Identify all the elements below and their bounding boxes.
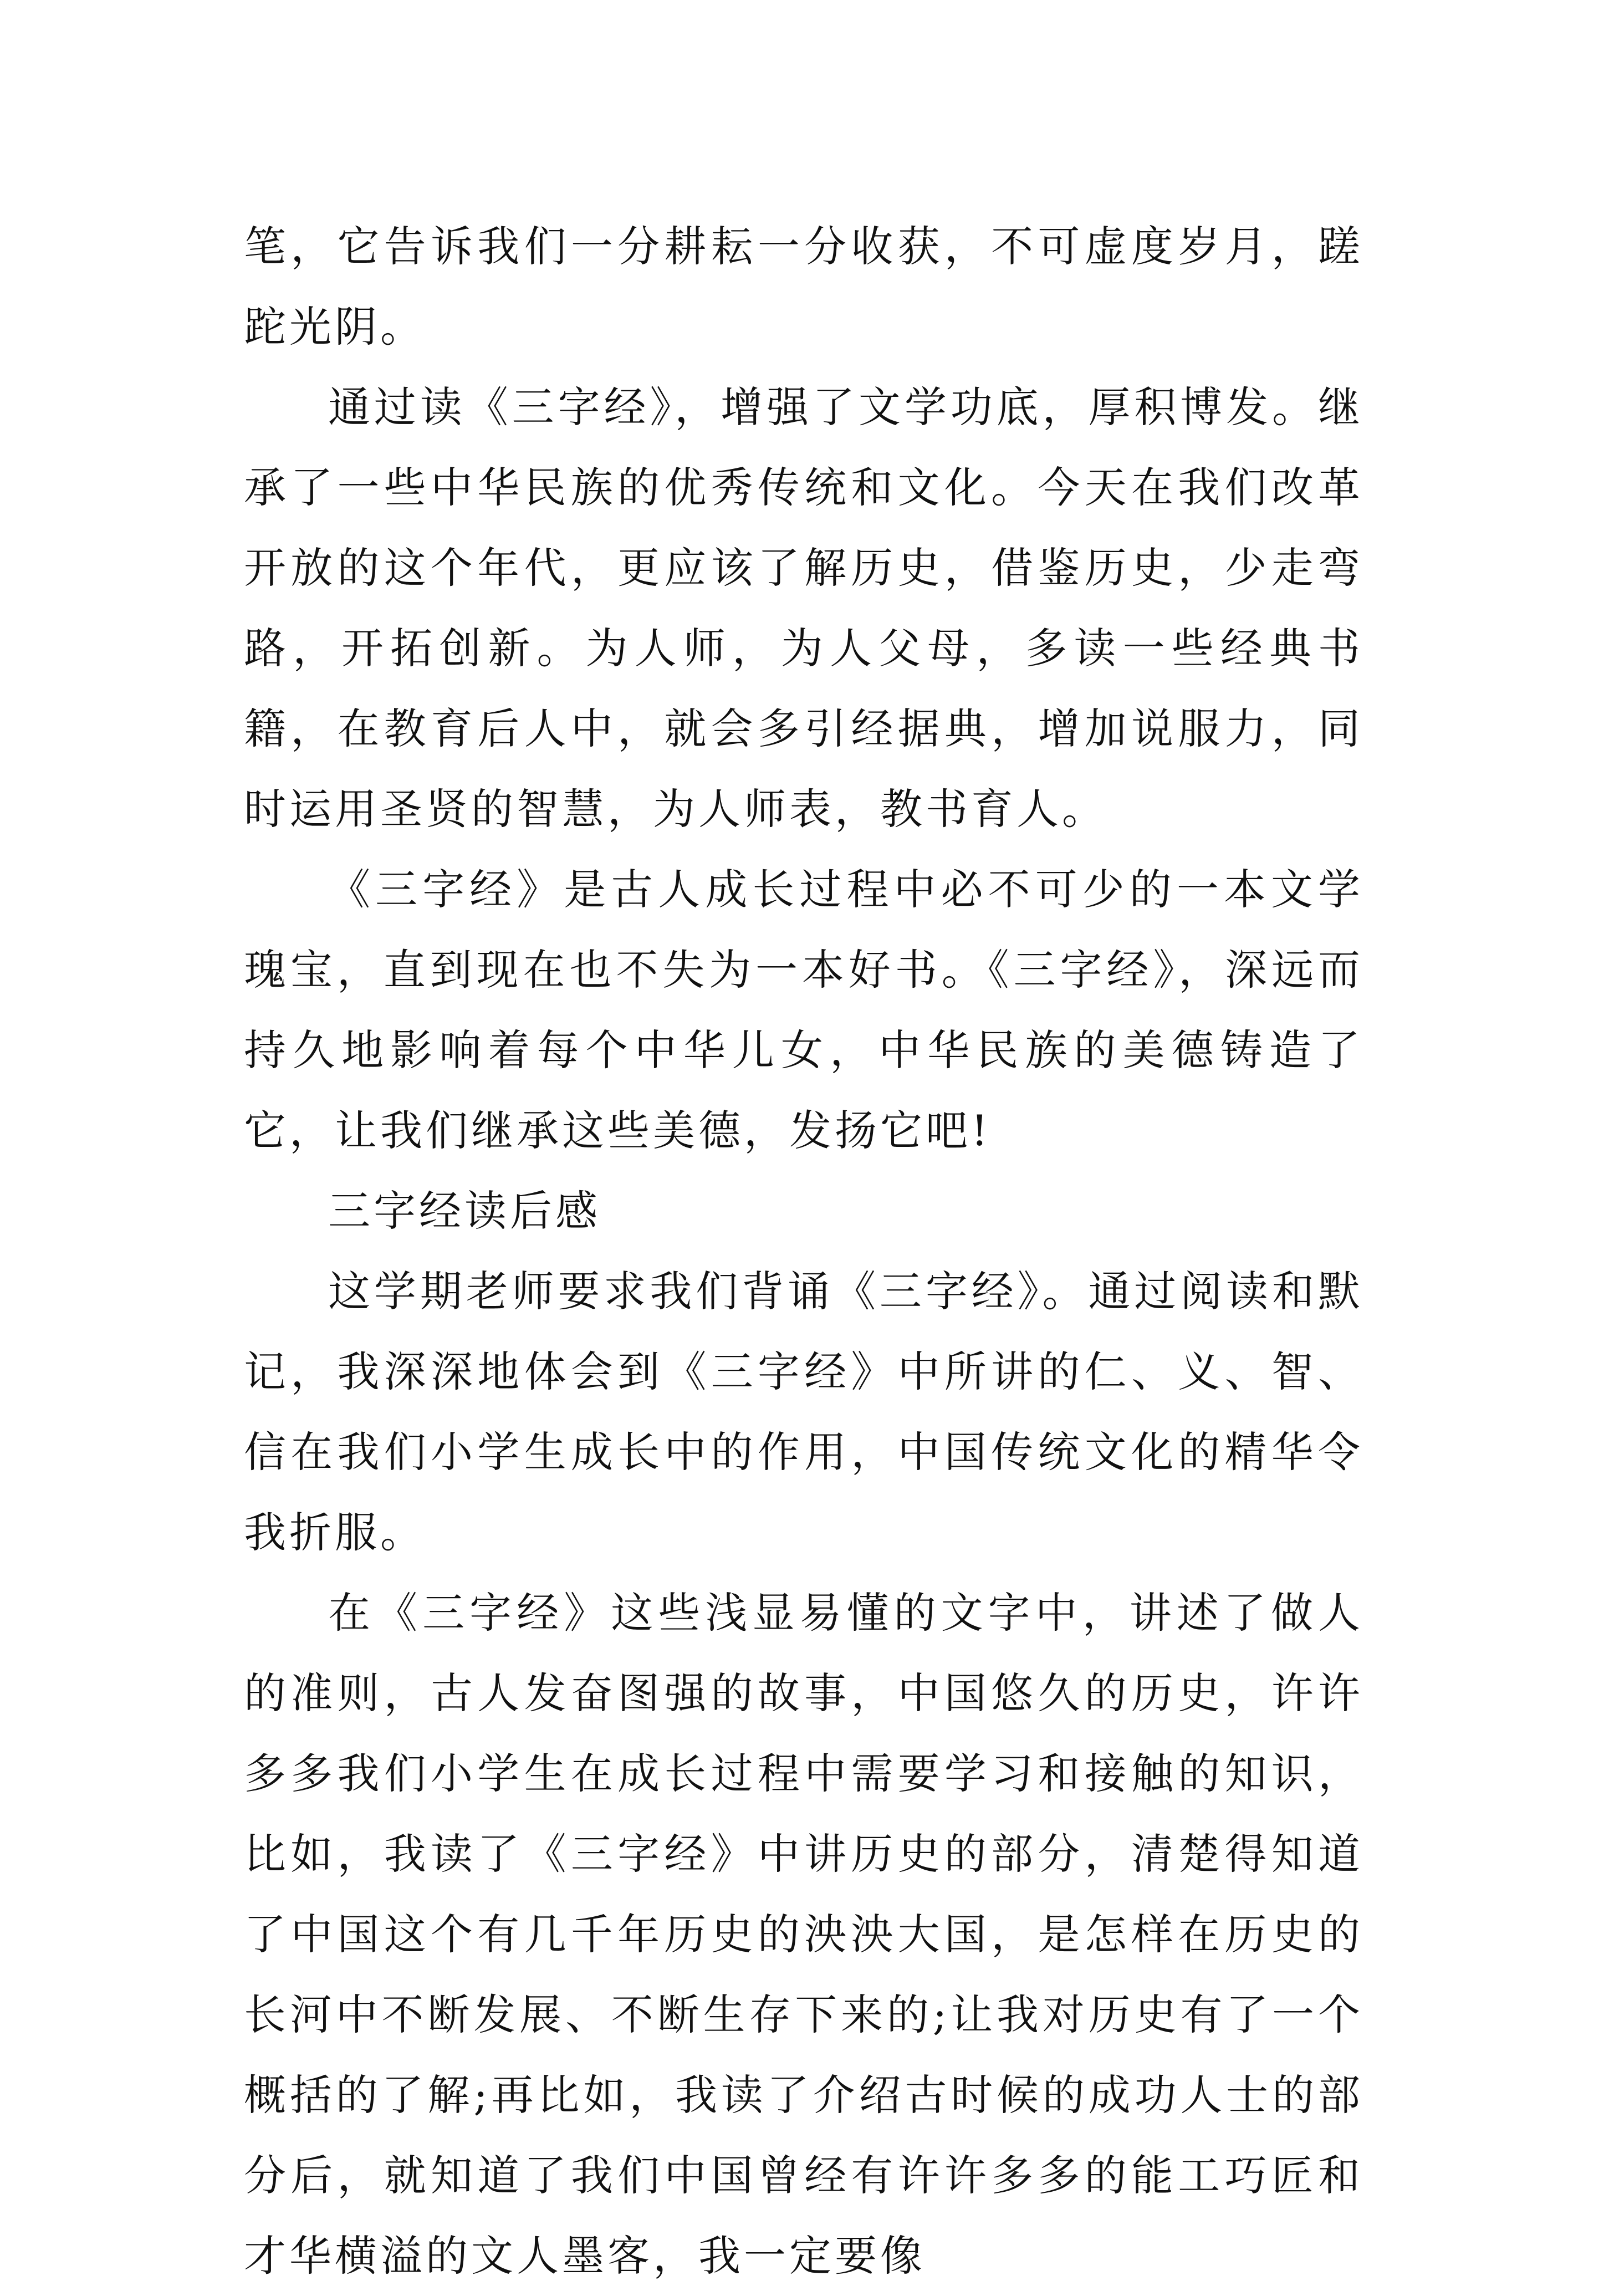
paragraph-reading-benefits: 通过读《三字经》，增强了文学功底，厚积博发。继承了一些中华民族的优秀传统和文化。今天在我们改革开放的这个年代，更应该了解历史，借鉴历史，少走弯路，开拓创新。为人师，为人父母，多读一些经典书籍，在教育后人中，就会多引经据典，增加说服力，同时运用圣贤的智慧，为人师表，教书育人。 [244,382,1363,834]
section-heading: 三字经读后感 [328,1186,601,1236]
paragraph-recitation: 这学期老师要求我们背诵《三字经》。通过阅读和默记，我深深地体会到《三字经》中所讲的仁、义、智、信在我们小学生成长中的作用，中国传统文化的精华令我折服。 [244,1267,1363,1557]
paragraph-history: 在《三字经》这些浅显易懂的文字中，讲述了做人的准则，古人发奋图强的故事，中国悠久的历史，许许多多我们小学生在成长过程中需要学习和接触的知识，比如，我读了《三字经》中讲历史的部分，清楚得知道了中国这个有几千年历史的泱泱大国，是怎样在历史的长河中不断发展、不断生存下来的;让我对历史有了一个概括的了解;再比如，我读了介绍古时候的成功人士的部分后，就知道了我们中国曾经有许许多多的能工巧匠和才华横溢的文人墨客，我一定要像 [244,1588,1363,2280]
document-body [244,206,1363,2296]
paragraph-continuation: 笔，它告诉我们一分耕耘一分收获，不可虚度岁月，蹉跎光阴。 [244,222,1363,351]
paragraph-literary-treasure: 《三字经》是古人成长过程中必不可少的一本文学瑰宝，直到现在也不失为一本好书。《三字经》，深远而持久地影响着每个中华儿女，中华民族的美德铸造了它，让我们继承这些美德，发扬它吧! [244,865,1363,1155]
